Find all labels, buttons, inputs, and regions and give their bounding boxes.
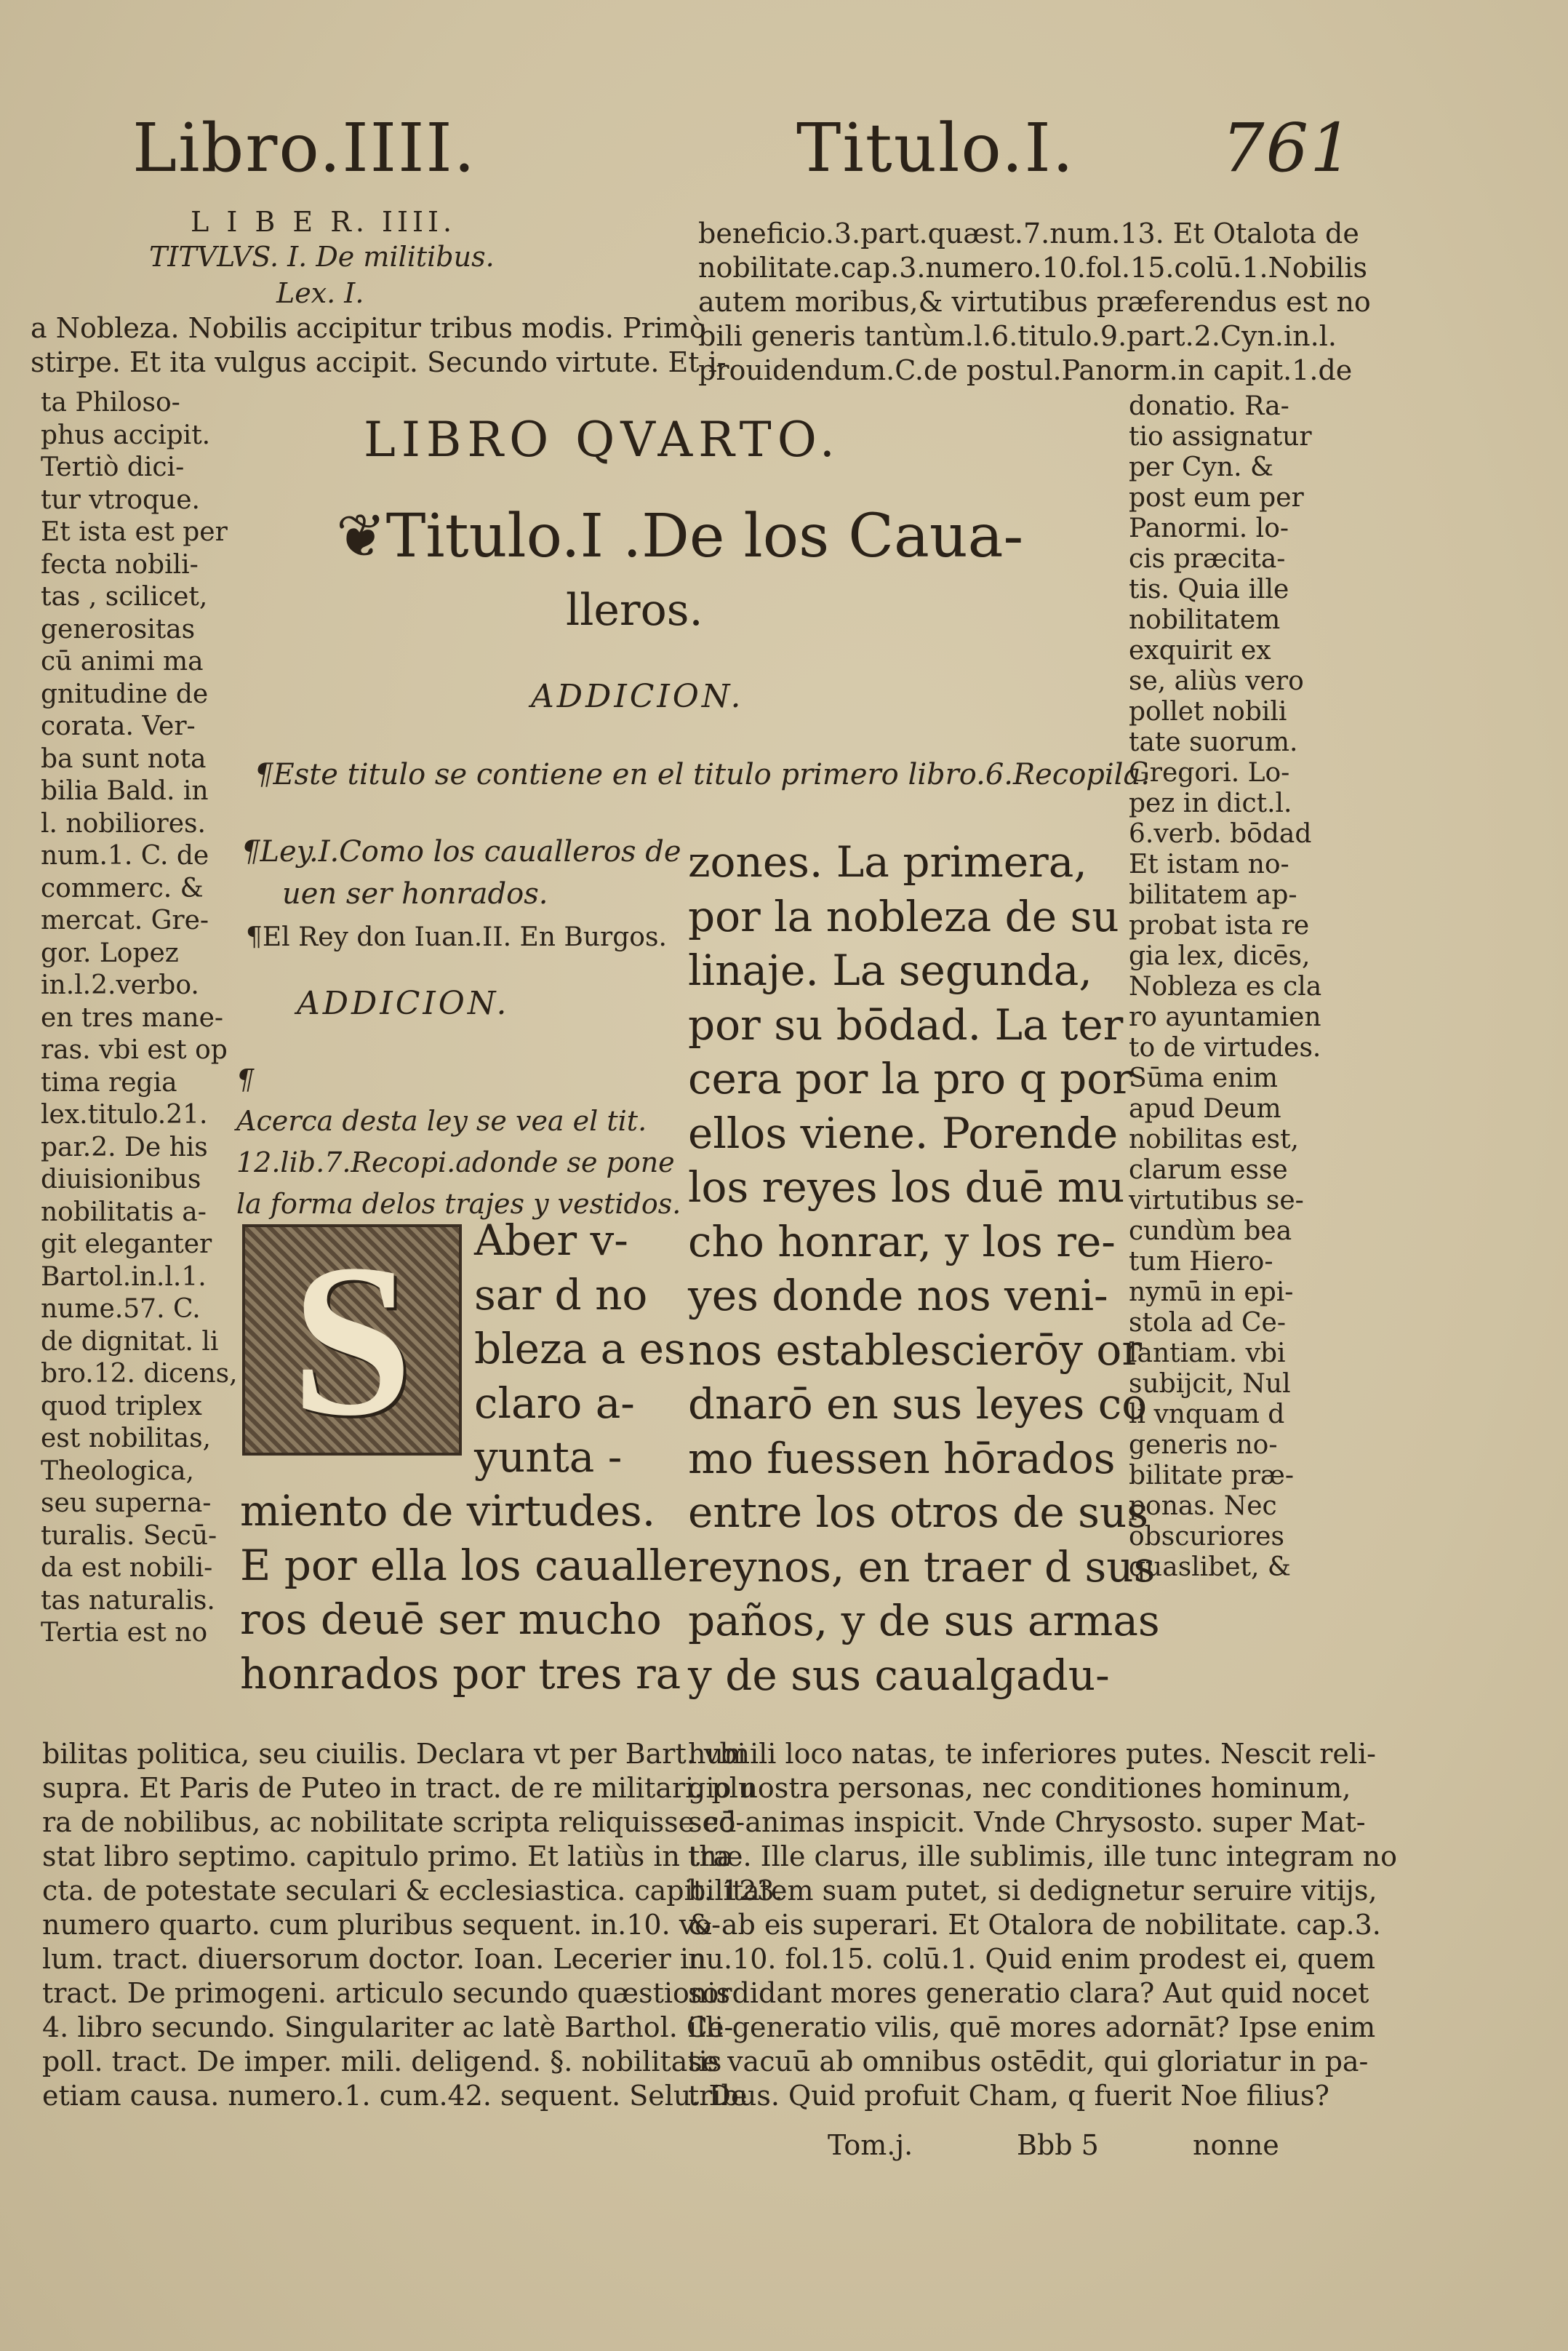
- gloss-line: Sūma enim: [1129, 1063, 1279, 1093]
- gloss-line: lantiam. vbi: [1129, 1338, 1286, 1368]
- gloss-line: commerc. &: [41, 873, 204, 903]
- gloss-line: gio nostra personas, nec conditiones hominum,: [688, 1772, 1351, 1804]
- gloss-line: gia lex, dicēs,: [1129, 941, 1311, 971]
- gloss-line: par.2. De his: [41, 1132, 208, 1162]
- note-2-line: ¶ Acerca desta ley se vea el tit.: [236, 1059, 681, 1142]
- main-text-line: sar d no: [474, 1269, 648, 1320]
- gloss-line: cundùm bea: [1129, 1216, 1292, 1246]
- gloss-line: en tres mane-: [41, 1002, 224, 1033]
- gloss-line: numero quarto. cum pluribus sequent. in.10. vo-: [42, 1909, 721, 1941]
- main-text-line: cho honrar, y los re-: [688, 1216, 1116, 1266]
- main-text-line: y de sus caualgadu-: [688, 1650, 1110, 1700]
- gloss-line: Gregori. Lo-: [1129, 758, 1290, 788]
- gloss-line: Tertia est no: [41, 1618, 208, 1648]
- rey-line: [246, 922, 667, 952]
- gloss-line: supra. Et Paris de Puteo in tract. de re militari. plu: [42, 1772, 756, 1804]
- main-text-line: bleza a es: [474, 1324, 686, 1373]
- gloss-line: Bartol.in.l.1.: [41, 1261, 207, 1292]
- gloss-line: tas , scilicet,: [41, 582, 208, 612]
- gloss-bottom-right: [688, 1737, 1397, 2113]
- gloss-line: stirpe. Et ita vulgus accipit. Secundo virtute. Et i-: [31, 346, 727, 378]
- page-number: 761: [1222, 109, 1354, 187]
- titulo-heading: [336, 502, 1023, 571]
- gloss-line: Panormi. lo-: [1129, 514, 1289, 543]
- gloss-line: tate suorum.: [1129, 727, 1298, 757]
- gloss-line: ponas. Nec: [1129, 1491, 1277, 1521]
- pilcrow-icon: ¶: [246, 922, 263, 952]
- main-text-line: miento de virtudes.: [240, 1486, 656, 1536]
- main-text-line: paños, y de sus armas: [688, 1596, 1160, 1645]
- gloss-line: bilia Bald. in: [41, 776, 209, 806]
- gloss-line: ra de nobilibus, ac nobilitate scripta reliquisse cō-: [42, 1806, 745, 1838]
- gloss-line: ras. vbi est op: [41, 1035, 228, 1065]
- gloss-line: ba sunt nota: [41, 743, 207, 774]
- note-2: [236, 1059, 681, 1225]
- main-text-line: mo fuessen hōrados: [688, 1433, 1116, 1483]
- main-text-left: [240, 1484, 688, 1701]
- gloss-line: cta. de potestate seculari & ecclesiastica. capit. 123.: [42, 1875, 783, 1907]
- decorated-initial: [242, 1218, 462, 1461]
- gloss-line: li vnquam d: [1129, 1400, 1285, 1429]
- gloss-line: & ab eis superari. Et Otalora de nobilitate. cap.3.: [688, 1909, 1381, 1941]
- main-text-line: reynos, en traer d sus: [688, 1541, 1156, 1592]
- gloss-line: bilitate præ-: [1129, 1461, 1294, 1490]
- gloss-line: exquirit ex: [1129, 636, 1271, 666]
- gloss-line: bili generis tantùm.l.6.titulo.9.part.2.Cyn.in.l.: [698, 320, 1337, 352]
- note-2-line-text: Acerca desta ley se vea el tit.: [236, 1105, 647, 1137]
- gloss-line: de dignitat. li: [41, 1326, 219, 1357]
- note-2-line: la forma delos trajes y vestidos.: [236, 1188, 681, 1220]
- gloss-line: fecta nobili-: [41, 549, 199, 580]
- libro-heading: LIBRO QVARTO.: [364, 412, 841, 468]
- note-2-line: 12.lib.7.Recopi.adonde se pone: [236, 1146, 675, 1178]
- gloss-bottom-left: [42, 1737, 783, 2113]
- gloss-line: etiam causa. numero.1. cum.42. sequent. Selu. De: [42, 2080, 748, 2112]
- gloss-line: 6.verb. bōdad: [1129, 819, 1312, 849]
- addicion-heading-1: ADDICION.: [531, 678, 744, 715]
- gloss-line: da est nobili-: [41, 1553, 213, 1583]
- gloss-line: generositas: [41, 614, 196, 644]
- main-text-line: entre los otros de sus: [688, 1488, 1148, 1537]
- gloss-line: Theologica,: [41, 1456, 194, 1486]
- gloss-line: seu superna-: [41, 1488, 212, 1518]
- gloss-line: nobilitatis a-: [41, 1197, 207, 1227]
- gloss-line: tur vtroque.: [41, 484, 200, 515]
- ley-heading: [241, 835, 681, 869]
- gloss-line: Et ista est per: [41, 517, 228, 547]
- gloss-line: cū animi ma: [41, 647, 204, 676]
- gloss-line: nume.57. C.: [41, 1294, 201, 1324]
- gloss-line: bilitatem suam putet, si dedignetur seruire vitijs,: [688, 1875, 1377, 1907]
- gloss-line: cis præcita-: [1129, 544, 1286, 574]
- gloss-line: Nobleza es cla: [1129, 972, 1322, 1002]
- main-text-line: ellos viene. Porende: [688, 1108, 1119, 1158]
- gloss-line: in.l.2.verbo.: [41, 970, 199, 1000]
- gloss-line: obscuriores: [1129, 1522, 1284, 1552]
- note-1-text: Este titulo se contiene en el titulo primero libro.6.Recopila.: [273, 758, 1151, 791]
- gloss-line: Tertiò dici-: [41, 452, 185, 482]
- gloss-line: se, aliùs vero: [1129, 666, 1304, 696]
- gloss-line: nymū in epi-: [1129, 1277, 1294, 1307]
- gloss-line: stat libro septimo. capitulo primo. Et latiùs in tra: [42, 1840, 730, 1872]
- gloss-line: tas naturalis.: [41, 1585, 215, 1616]
- gloss-line: donatio. Ra-: [1129, 391, 1289, 421]
- main-text-line: yunta -: [474, 1432, 623, 1482]
- main-text-line: nos establescierōy or: [688, 1325, 1143, 1375]
- gloss-line: post eum per: [1129, 483, 1304, 513]
- main-text-line: los reyes los duē mu: [688, 1162, 1125, 1212]
- gloss-line: poll. tract. De imper. mili. deligend. §. nobilitatis: [42, 2045, 722, 2077]
- main-text-line: ros deuē ser mucho: [240, 1594, 662, 1644]
- pilcrow-icon: ¶: [255, 758, 273, 791]
- gloss-line: a Nobleza. Nobilis accipitur tribus modis. Primò: [31, 312, 706, 344]
- note-1: [255, 758, 1150, 791]
- titulo-heading-line1: Titulo.I .De los Caua-: [385, 502, 1024, 571]
- ley-line-1: Ley.I.Como los caualleros de: [260, 835, 681, 869]
- initial-letter: S: [291, 1218, 413, 1461]
- gloss-line: probat ista re: [1129, 911, 1310, 941]
- running-head-title: Titulo.I.: [796, 109, 1076, 187]
- gloss-line: illi generatio vilis, quē mores adornāt? Ipse enim: [688, 2011, 1376, 2043]
- gloss-line: tribus. Quid profuit Cham, q fuerit Noe filius?: [688, 2080, 1329, 2112]
- main-text-line: yes donde nos veni-: [688, 1271, 1108, 1320]
- gloss-line: mercat. Gre-: [41, 906, 209, 935]
- gloss-line: bilitas politica, seu ciuilis. Declara vt per Bart. vbi: [42, 1738, 746, 1770]
- gloss-line: tis. Quia ille: [1129, 575, 1289, 604]
- gloss-line: tract. De primogeni. articulo secundo quæstionis: [42, 1977, 731, 2009]
- gloss-top-left: [31, 311, 727, 380]
- gloss-line: clarum esse: [1129, 1155, 1288, 1185]
- lex-heading: Lex. I.: [276, 277, 364, 309]
- gloss-line: to de virtudes.: [1129, 1033, 1321, 1063]
- gloss-line: sed animas inspicit. Vnde Chrysosto. super Mat-: [688, 1806, 1366, 1838]
- text-beside-initial: [474, 1213, 686, 1485]
- fleuron-icon: ❦: [336, 502, 386, 571]
- main-text-right: [688, 835, 1160, 1702]
- gloss-line: tio assignatur: [1129, 422, 1312, 452]
- gloss-line: 4. libro secundo. Singulariter ac latè Barthol. Ce-: [42, 2011, 734, 2043]
- main-text-line: por la nobleza de su: [688, 891, 1119, 941]
- gloss-line: gor. Lopez: [41, 938, 179, 968]
- gloss-line: se vacuū ab omnibus ostēdit, qui gloriatur in pa-: [688, 2045, 1369, 2077]
- gloss-line: per Cyn. &: [1129, 452, 1274, 482]
- gloss-line: diuisionibus: [41, 1165, 201, 1194]
- ley-line-2: uen ser honrados.: [282, 877, 548, 911]
- main-text-line: honrados por tres ra: [240, 1648, 681, 1699]
- gloss-line: generis no-: [1129, 1430, 1278, 1460]
- pilcrow-icon: ¶: [241, 835, 260, 869]
- gloss-line: nobilitas est,: [1129, 1125, 1299, 1154]
- gloss-line: humili loco natas, te inferiores putes. Nescit reli-: [688, 1738, 1376, 1770]
- main-text-line: linaje. La segunda,: [688, 946, 1092, 995]
- main-text-line: E por ella los caualle: [240, 1540, 688, 1590]
- gloss-line: stola ad Ce-: [1129, 1308, 1286, 1338]
- gloss-line: thæ. Ille clarus, ille sublimis, ille tunc integram no: [688, 1840, 1397, 1872]
- main-text-line: claro a-: [474, 1378, 635, 1428]
- main-text-line: Aber v-: [474, 1216, 628, 1265]
- footer-tom: Tom.j.: [828, 2129, 913, 2161]
- running-head-book: Libro.IIII.: [132, 109, 477, 187]
- gloss-line: sordidant mores generatio clara? Aut quid nocet: [688, 1977, 1369, 2009]
- gloss-line: tima regia: [41, 1067, 177, 1098]
- rey-text: El Rey don Iuan.II. En Burgos.: [262, 922, 667, 952]
- gloss-line: ro ayuntamien: [1129, 1002, 1321, 1032]
- gloss-line: quaslibet, &: [1129, 1552, 1291, 1582]
- titulus-heading: TITVLVS. I. De militibus.: [149, 241, 495, 273]
- footer-catchword: nonne: [1193, 2129, 1279, 2161]
- gloss-line: virtutibus se-: [1129, 1186, 1304, 1216]
- gloss-line: autem moribus,& virtutibus præferendus est no: [698, 286, 1371, 318]
- gloss-line: tum Hiero-: [1129, 1247, 1273, 1277]
- gloss-line: num.1. C. de: [41, 841, 209, 871]
- main-text-line: por su bōdad. La ter: [688, 999, 1124, 1050]
- liber-heading: L I B E R. IIII.: [191, 206, 457, 238]
- main-text-line: cera por la pro q por: [688, 1054, 1132, 1103]
- gloss-line: gnitudine de: [41, 679, 209, 709]
- footer-signature: Bbb 5: [1017, 2129, 1099, 2161]
- gloss-line: lex.titulo.21.: [41, 1100, 208, 1130]
- gloss-line: nu.10. fol.15. colū.1. Quid enim prodest ei, quem: [688, 1943, 1375, 1975]
- gloss-line: beneficio.3.part.quæst.7.num.13. Et Otalota de: [698, 217, 1359, 250]
- gloss-line: nobilitatem: [1129, 605, 1281, 635]
- addicion-heading-2: ADDICION.: [297, 985, 510, 1022]
- gloss-line: l. nobiliores.: [41, 808, 206, 839]
- gloss-line: subijcit, Nul: [1129, 1369, 1291, 1399]
- gloss-line: lum. tract. diuersorum doctor. Ioan. Lecerier in: [42, 1943, 707, 1975]
- main-text-line: dnarō en sus leyes co: [688, 1379, 1148, 1429]
- main-text-line: zones. La primera,: [688, 837, 1087, 887]
- gloss-left-margin: [41, 387, 238, 1650]
- gloss-line: phus accipit.: [41, 420, 211, 450]
- gloss-top-right: [698, 217, 1371, 388]
- gloss-line: turalis. Secū-: [41, 1520, 217, 1551]
- gloss-line: git eleganter: [41, 1229, 212, 1259]
- gloss-line: bro.12. dicens,: [41, 1359, 238, 1389]
- gloss-line: corata. Ver-: [41, 711, 196, 741]
- gloss-line: apud Deum: [1129, 1094, 1281, 1124]
- titulo-heading-line2: lleros.: [566, 585, 703, 636]
- gloss-line: Et istam no-: [1129, 850, 1289, 879]
- gloss-line: pollet nobili: [1129, 697, 1287, 727]
- gloss-line: bilitatem ap-: [1129, 880, 1297, 910]
- gloss-line: ta Philoso-: [41, 388, 180, 418]
- gloss-line: nobilitate.cap.3.numero.10.fol.15.colū.1.Nobilis: [698, 252, 1367, 284]
- gloss-line: quod triplex: [41, 1391, 202, 1421]
- gloss-line: prouidendum.C.de postul.Panorm.in capit.1.de: [698, 354, 1353, 386]
- gloss-line: pez in dict.l.: [1129, 789, 1292, 818]
- gloss-line: est nobilitas,: [41, 1424, 211, 1453]
